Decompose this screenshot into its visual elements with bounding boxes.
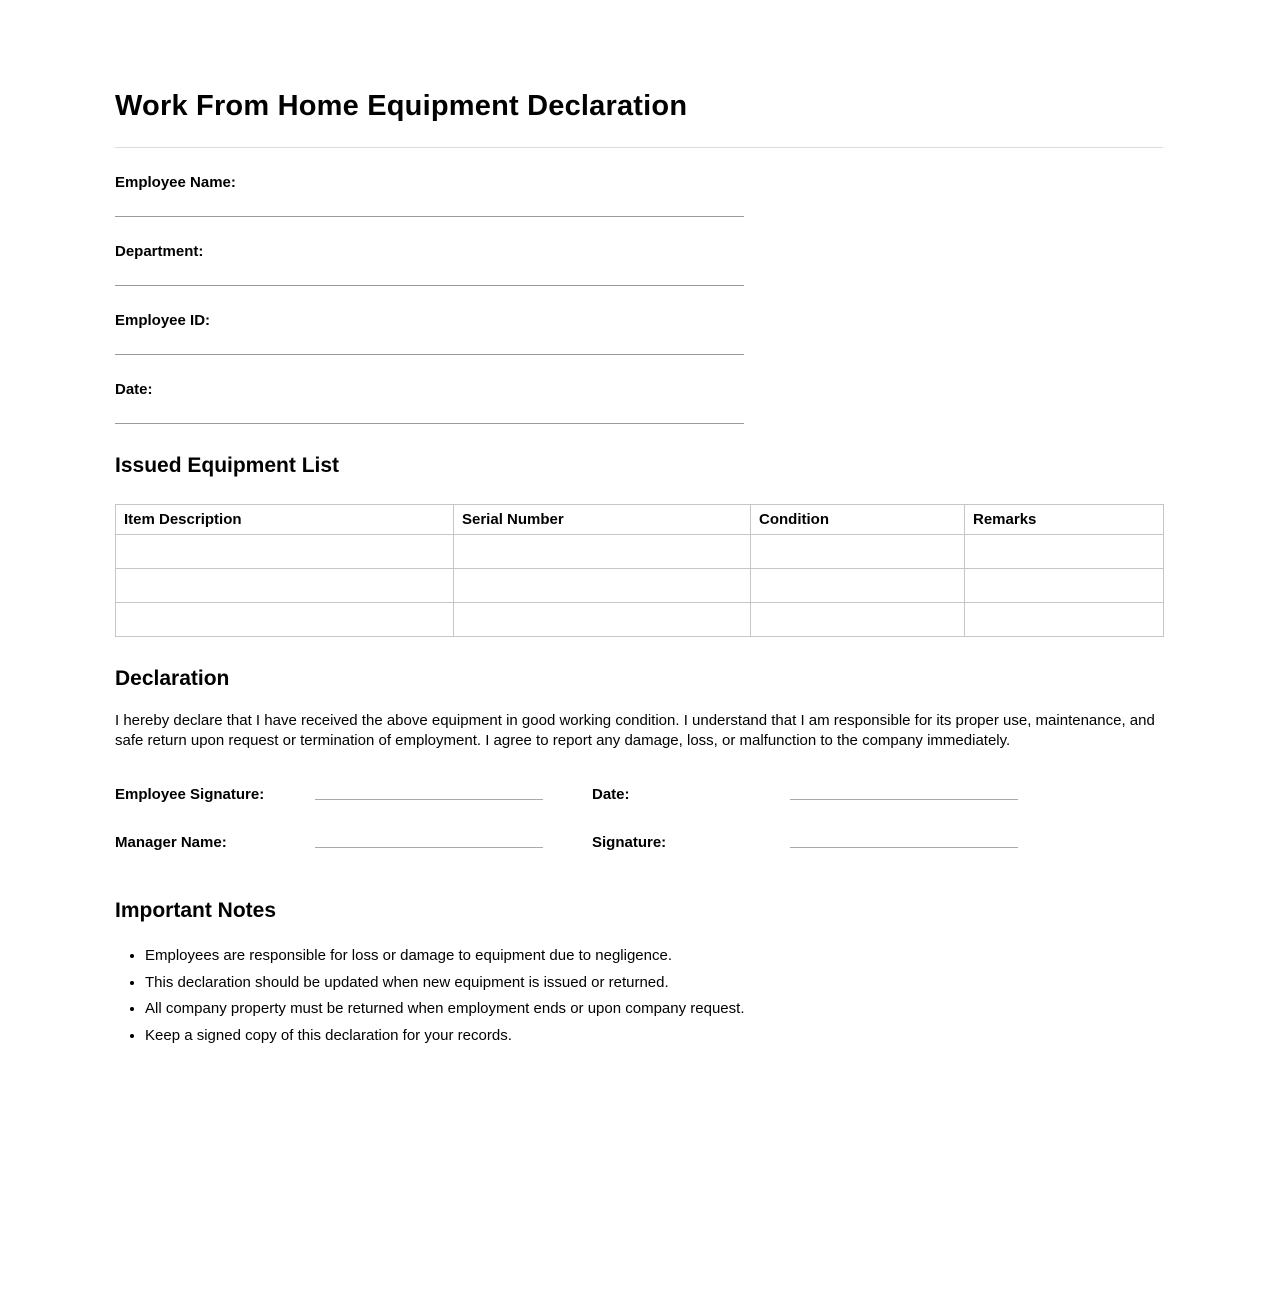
section-heading-equipment: Issued Equipment List (115, 454, 340, 477)
list-item: • All company property must be returned when employment ends or upon company request. (145, 1000, 1163, 1017)
table-cell[interactable] (116, 603, 454, 637)
table-row (116, 535, 1164, 569)
table-cell[interactable] (116, 569, 454, 603)
table-cell[interactable] (965, 569, 1164, 603)
table-row (116, 603, 1164, 637)
table-cell[interactable] (751, 569, 965, 603)
column-header-item-description: Item Description (116, 505, 454, 535)
equipment-table (115, 504, 1164, 637)
signature-line-manager-name[interactable] (315, 847, 543, 848)
signature-line-employee-signature[interactable] (315, 799, 543, 800)
column-header-serial-number: Serial Number (454, 505, 751, 535)
field-label-department: Department: (115, 243, 204, 260)
equipment-table-header-row (116, 505, 1164, 535)
signature-section (115, 786, 1163, 853)
list-item: • Keep a signed copy of this declaration for your records. (145, 1027, 1163, 1044)
table-cell[interactable] (116, 535, 454, 569)
column-header-remarks: Remarks (965, 505, 1164, 535)
label-manager-name: Manager Name: (115, 834, 227, 851)
table-cell[interactable] (751, 535, 965, 569)
column-header-condition: Condition (751, 505, 965, 535)
declaration-text: I hereby declare that I have received the above equipment in good working condition. I understand that I am responsible for its proper use, maintenance, and safe return upon request or termination of employment. I agree to report any damage, loss, or malfunction to the company immediately. (115, 712, 1155, 749)
notes-list (115, 947, 1163, 1044)
table-cell[interactable] (454, 535, 751, 569)
table-cell[interactable] (751, 603, 965, 637)
section-heading-declaration: Declaration (115, 667, 230, 690)
label-employee-signature: Employee Signature: (115, 786, 265, 803)
page-title: Work From Home Equipment Declaration (115, 90, 688, 122)
list-item: • This declaration should be updated when new equipment is issued or returned. (145, 974, 1163, 991)
table-row (116, 569, 1164, 603)
label-manager-signature: Signature: (592, 834, 667, 851)
field-date (115, 381, 1163, 424)
field-line-employee-id[interactable] (115, 354, 744, 355)
field-label-employee-id: Employee ID: (115, 312, 211, 329)
table-cell[interactable] (965, 535, 1164, 569)
signature-line-manager-signature[interactable] (790, 847, 1018, 848)
section-heading-notes: Important Notes (115, 899, 277, 922)
list-item: • Employees are responsible for loss or damage to equipment due to negligence. (145, 947, 1163, 964)
field-employee-id (115, 312, 1163, 355)
field-label-employee-name: Employee Name: (115, 174, 236, 191)
signature-line-date[interactable] (790, 799, 1018, 800)
table-cell[interactable] (965, 603, 1164, 637)
field-employee-name (115, 174, 1163, 217)
title-divider (115, 147, 1163, 148)
table-cell[interactable] (454, 603, 751, 637)
label-signature-date: Date: (592, 786, 630, 803)
field-label-date: Date: (115, 381, 153, 398)
field-line-employee-name[interactable] (115, 216, 744, 217)
field-line-department[interactable] (115, 285, 744, 286)
field-line-date[interactable] (115, 423, 744, 424)
table-cell[interactable] (454, 569, 751, 603)
field-department (115, 243, 1163, 286)
